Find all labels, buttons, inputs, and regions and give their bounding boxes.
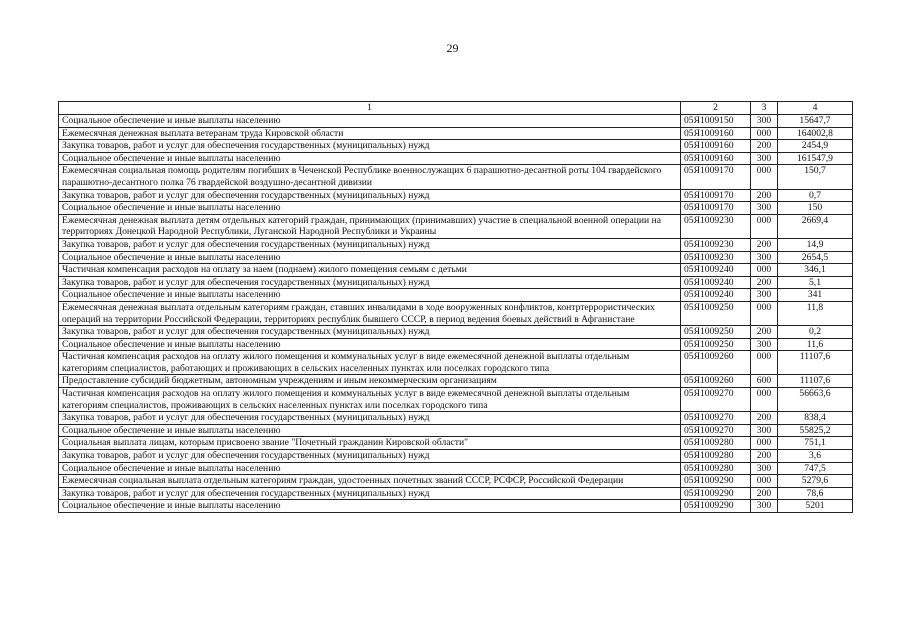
cell-sum: 11,6: [778, 338, 853, 351]
cell-name: Социальное обеспечение и иные выплаты населению: [59, 251, 681, 264]
cell-type: 000: [751, 264, 778, 277]
cell-sum: 15647,7: [778, 115, 853, 128]
cell-name: Закупка товаров, работ и услуг для обеспечения государственных (муниципальных) нужд: [59, 450, 681, 463]
cell-name: Закупка товаров, работ и услуг для обеспечения государственных (муниципальных) нужд: [59, 487, 681, 500]
cell-code: 05Я1009290: [681, 475, 751, 488]
table-row: [59, 338, 853, 351]
cell-sum: 5279,6: [778, 475, 853, 488]
table-row: [59, 475, 853, 488]
cell-type: 300: [751, 251, 778, 264]
table-row: [59, 238, 853, 251]
table-row: [59, 351, 853, 375]
cell-code: 05Я1009230: [681, 238, 751, 251]
cell-name: Социальное обеспечение и иные выплаты населению: [59, 289, 681, 302]
cell-type: 200: [751, 412, 778, 425]
cell-code: 05Я1009170: [681, 202, 751, 215]
table-row: [59, 165, 853, 189]
cell-code: 05Я1009170: [681, 189, 751, 202]
cell-type: 300: [751, 424, 778, 437]
cell-name: Ежемесячная денежная выплата детям отдельных категорий граждан, принимающих (принимавших) участие в специальной военной операции на территориях Донецкой Народной Республики, Луганской Народной Республики и Украины: [59, 214, 681, 238]
header-row: [59, 102, 853, 115]
cell-code: 05Я1009160: [681, 140, 751, 153]
cell-sum: 2669,4: [778, 214, 853, 238]
cell-code: 05Я1009250: [681, 301, 751, 325]
table-row: [59, 276, 853, 289]
cell-name: Предоставление субсидий бюджетным, автономным учреждениям и иным некоммерческим организациям: [59, 375, 681, 388]
cell-code: 05Я1009160: [681, 152, 751, 165]
table-row: [59, 127, 853, 140]
cell-type: 300: [751, 500, 778, 513]
cell-name: Ежемесячная денежная выплата ветеранам труда Кировской области: [59, 127, 681, 140]
cell-name: Социальное обеспечение и иные выплаты населению: [59, 424, 681, 437]
cell-type: 000: [751, 127, 778, 140]
header-col-name: 1: [59, 102, 681, 115]
cell-sum: 14,9: [778, 238, 853, 251]
table-row: [59, 437, 853, 450]
cell-code: 05Я1009270: [681, 412, 751, 425]
cell-type: 300: [751, 338, 778, 351]
cell-sum: 747,5: [778, 462, 853, 475]
cell-type: 200: [751, 276, 778, 289]
cell-type: 300: [751, 202, 778, 215]
cell-code: 05Я1009240: [681, 289, 751, 302]
cell-name: Социальное обеспечение и иные выплаты населению: [59, 462, 681, 475]
cell-name: Социальная выплата лицам, которым присвоено звание "Почетный гражданин Кировской области": [59, 437, 681, 450]
cell-code: 05Я1009260: [681, 351, 751, 375]
cell-name: Ежемесячная социальная выплата отдельным категориям граждан, удостоенных почетных званий СССР, РСФСР, Российской Федерации: [59, 475, 681, 488]
table-row: [59, 450, 853, 463]
table-row: [59, 462, 853, 475]
cell-name: Закупка товаров, работ и услуг для обеспечения государственных (муниципальных) нужд: [59, 189, 681, 202]
cell-name: Социальное обеспечение и иные выплаты населению: [59, 152, 681, 165]
table-row: [59, 214, 853, 238]
cell-name: Ежемесячная социальная помощь родителям погибших в Чеченской Республике военнослужащих 6 парашютно-десантной роты 104 гвардейского парашютно-десантного полка 76 гвардейской воздушно-десантной дивизии: [59, 165, 681, 189]
table-row: [59, 202, 853, 215]
cell-name: Ежемесячная денежная выплата отдельным категориям граждан, ставших инвалидами в ходе вооруженных конфликтов, контртеррористических операций на территории Российской Федерации, территориях республик бывшего СССР, в период ведения боевых действий в Афганистане: [59, 301, 681, 325]
cell-type: 200: [751, 487, 778, 500]
header-col-code: 2: [681, 102, 751, 115]
table-row: [59, 500, 853, 513]
cell-code: 05Я1009290: [681, 487, 751, 500]
cell-code: 05Я1009230: [681, 214, 751, 238]
cell-name: Социальное обеспечение и иные выплаты населению: [59, 115, 681, 128]
cell-sum: 161547,9: [778, 152, 853, 165]
table-row: [59, 301, 853, 325]
cell-type: 200: [751, 238, 778, 251]
cell-code: 05Я1009240: [681, 264, 751, 277]
cell-sum: 3,6: [778, 450, 853, 463]
cell-name: Социальное обеспечение и иные выплаты населению: [59, 202, 681, 215]
cell-sum: 0,2: [778, 326, 853, 339]
cell-sum: 164002,8: [778, 127, 853, 140]
table-body: [59, 115, 853, 513]
cell-name: Закупка товаров, работ и услуг для обеспечения государственных (муниципальных) нужд: [59, 140, 681, 153]
cell-sum: 55825,2: [778, 424, 853, 437]
cell-code: 05Я1009270: [681, 424, 751, 437]
cell-code: 05Я1009270: [681, 388, 751, 412]
cell-type: 300: [751, 462, 778, 475]
header-col-type: 3: [751, 102, 778, 115]
page-number: 29: [446, 41, 459, 55]
cell-sum: 11,8: [778, 301, 853, 325]
cell-sum: 5,1: [778, 276, 853, 289]
cell-sum: 5201: [778, 500, 853, 513]
table-row: [59, 251, 853, 264]
table-row: [59, 264, 853, 277]
cell-name: Закупка товаров, работ и услуг для обеспечения государственных (муниципальных) нужд: [59, 238, 681, 251]
cell-type: 300: [751, 115, 778, 128]
table-header: [59, 102, 853, 115]
table-row: [59, 289, 853, 302]
cell-type: 000: [751, 437, 778, 450]
cell-sum: 78,6: [778, 487, 853, 500]
table-row: [59, 140, 853, 153]
cell-sum: 150: [778, 202, 853, 215]
cell-sum: 11107,6: [778, 375, 853, 388]
table-row: [59, 189, 853, 202]
cell-name: Частичная компенсация расходов на оплату за наем (поднаем) жилого помещения семьям с детьми: [59, 264, 681, 277]
cell-type: 200: [751, 450, 778, 463]
cell-code: 05Я1009250: [681, 338, 751, 351]
cell-code: 05Я1009170: [681, 165, 751, 189]
table-row: [59, 412, 853, 425]
cell-sum: 2454,9: [778, 140, 853, 153]
cell-code: 05Я1009250: [681, 326, 751, 339]
cell-type: 200: [751, 140, 778, 153]
header-col-sum: 4: [778, 102, 853, 115]
cell-sum: 346,1: [778, 264, 853, 277]
table-row: [59, 115, 853, 128]
table-row: [59, 375, 853, 388]
cell-code: 05Я1009150: [681, 115, 751, 128]
table-row: [59, 326, 853, 339]
cell-name: Социальное обеспечение и иные выплаты населению: [59, 500, 681, 513]
cell-name: Закупка товаров, работ и услуг для обеспечения государственных (муниципальных) нужд: [59, 326, 681, 339]
cell-type: 300: [751, 289, 778, 302]
cell-type: 000: [751, 214, 778, 238]
cell-type: 000: [751, 388, 778, 412]
cell-name: Социальное обеспечение и иные выплаты населению: [59, 338, 681, 351]
cell-type: 200: [751, 326, 778, 339]
table-row: [59, 388, 853, 412]
cell-type: 300: [751, 152, 778, 165]
cell-type: 000: [751, 301, 778, 325]
cell-code: 05Я1009230: [681, 251, 751, 264]
cell-sum: 2654,5: [778, 251, 853, 264]
cell-code: 05Я1009280: [681, 437, 751, 450]
cell-sum: 150,7: [778, 165, 853, 189]
cell-sum: 56663,6: [778, 388, 853, 412]
table-row: [59, 424, 853, 437]
cell-code: 05Я1009240: [681, 276, 751, 289]
cell-sum: 751,1: [778, 437, 853, 450]
cell-name: Частичная компенсация расходов на оплату жилого помещения и коммунальных услуг в виде ежемесячной денежной выплаты отдельным категориям специалистов, проживающих в сельских населенных пунктах или поселках городского типа: [59, 388, 681, 412]
cell-type: 000: [751, 351, 778, 375]
cell-name: Закупка товаров, работ и услуг для обеспечения государственных (муниципальных) нужд: [59, 276, 681, 289]
cell-sum: 11107,6: [778, 351, 853, 375]
cell-name: Закупка товаров, работ и услуг для обеспечения государственных (муниципальных) нужд: [59, 412, 681, 425]
cell-code: 05Я1009260: [681, 375, 751, 388]
cell-code: 05Я1009160: [681, 127, 751, 140]
cell-sum: 838,4: [778, 412, 853, 425]
cell-type: 200: [751, 189, 778, 202]
cell-code: 05Я1009280: [681, 462, 751, 475]
cell-type: 600: [751, 375, 778, 388]
cell-code: 05Я1009290: [681, 500, 751, 513]
cell-sum: 341: [778, 289, 853, 302]
budget-table: [58, 101, 853, 513]
cell-type: 000: [751, 165, 778, 189]
table-row: [59, 487, 853, 500]
cell-type: 000: [751, 475, 778, 488]
cell-sum: 0,7: [778, 189, 853, 202]
cell-code: 05Я1009280: [681, 450, 751, 463]
table-row: [59, 152, 853, 165]
cell-name: Частичная компенсация расходов на оплату жилого помещения и коммунальных услуг в виде ежемесячной денежной выплаты отдельным категориям специалистов, работающих и проживающих в сельских населенных пунктах или поселках городского типа: [59, 351, 681, 375]
